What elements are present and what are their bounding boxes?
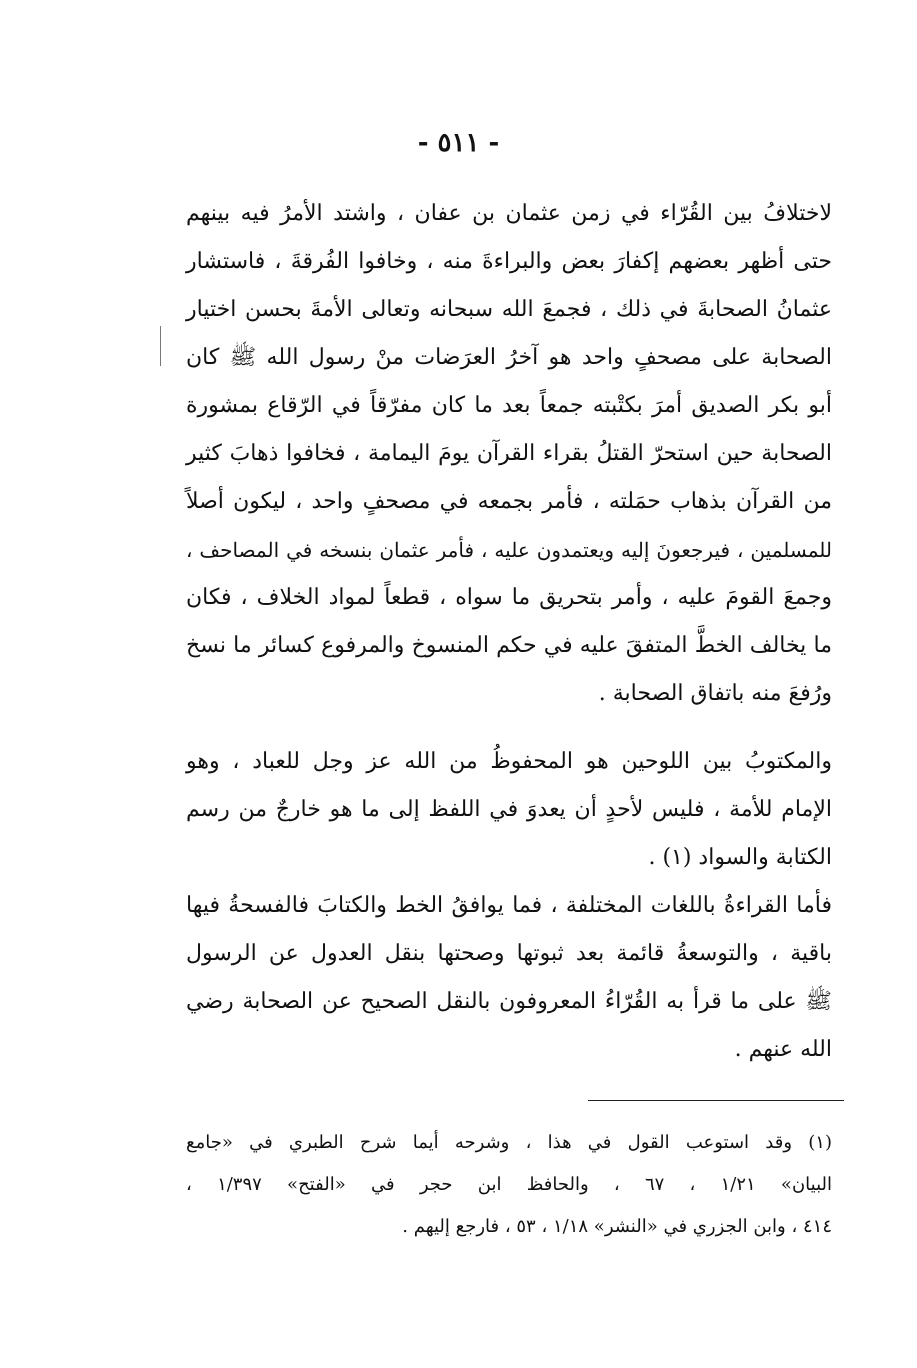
text-line: حتى أظهر بعضهم إكفارَ بعض والبراءةَ منه ، وخافوا الفُرقةَ ، فاستشار: [186, 249, 832, 274]
text-line: الإمام للأمة ، فليس لأحدٍ أن يعدوَ في اللفظ إلى ما هو خارجٌ من رسم: [186, 797, 832, 822]
text-line: وجمعَ القومَ عليه ، وأمر بتحريق ما سواه ، قطعاً لمواد الخلاف ، فكان: [186, 585, 832, 610]
text-line: للمسلمين ، فيرجعونَ إليه ويعتمدون عليه ، فأمر عثمان بنسخه في المصاحف ،: [186, 538, 832, 562]
text-line: أبو بكر الصديق أمرَ بكتْبته جمعاً بعد ما كان مفرّقاً في الرّقاع بمشورة: [186, 393, 832, 418]
footnote-divider: [588, 1100, 844, 1101]
text-line: من القرآن بذهاب حمَلته ، فأمر بجمعه في مصحفٍ واحد ، ليكون أصلاً: [186, 489, 832, 514]
text-line: لاختلافُ بين القُرّاء في زمن عثمان بن عفان ، واشتد الأمرُ فيه بينهم: [186, 201, 832, 226]
text-line: الصحابة حين استحرّ القتلُ بقراء القرآن يومَ اليمامة ، فخافوا ذهابَ كثير: [186, 441, 832, 466]
footnote-line: ٤١٤ ، وابن الجزري في «النشر» ١/١٨ ، ٥٣ ، فارجع إليهم .: [402, 1216, 832, 1237]
paragraph-2: [186, 738, 832, 882]
text-line: ورُفعَ منه باتفاق الصحابة .: [598, 681, 832, 706]
text-line: عثمانُ الصحابةَ في ذلك ، فجمعَ الله سبحانه وتعالى الأمةَ بحسن اختيار: [186, 297, 832, 322]
footnote-line: (١) وقد استوعب القول في هذا ، وشرحه أيما شرح الطبري في «جامع: [186, 1132, 832, 1153]
text-line: الله عنهم .: [734, 1037, 832, 1062]
text-line: الكتابة والسواد (١) .: [648, 845, 832, 870]
text-line: باقية ، والتوسعةُ قائمة بعد ثبوتها وصحتها بنقل العدول عن الرسول: [186, 941, 832, 966]
margin-pencil-mark: [160, 326, 161, 366]
footnotes: [186, 1122, 832, 1248]
text-line: فأما القراءةُ باللغات المختلفة ، فما يوافقُ الخط والكتابَ فالفسحةُ فيها: [186, 893, 832, 918]
paragraph-1: [186, 190, 832, 718]
text-line: ﷺ على ما قرأ به القُرّاءُ المعروفون بالنقل الصحيح عن الصحابة رضي: [186, 989, 832, 1014]
paragraph-3: [186, 882, 832, 1074]
text-line: الصحابة على مصحفٍ واحد هو آخرُ العرَضات منْ رسول الله ﷺ كان: [186, 345, 832, 370]
footnote-line: البيان» ١/٢١ ، ٦٧ ، والحافظ ابن حجر في «الفتح» ١/٣٩٧ ،: [186, 1174, 832, 1195]
text-line: ما يخالف الخطَّ المتفقَ عليه في حكم المنسوخ والمرفوع كسائر ما نسخ: [186, 633, 832, 658]
page-number: - ٥١١ -: [417, 128, 500, 158]
text-line: والمكتوبُ بين اللوحين هو المحفوظُ من الله عز وجل للعباد ، وهو: [186, 749, 832, 774]
